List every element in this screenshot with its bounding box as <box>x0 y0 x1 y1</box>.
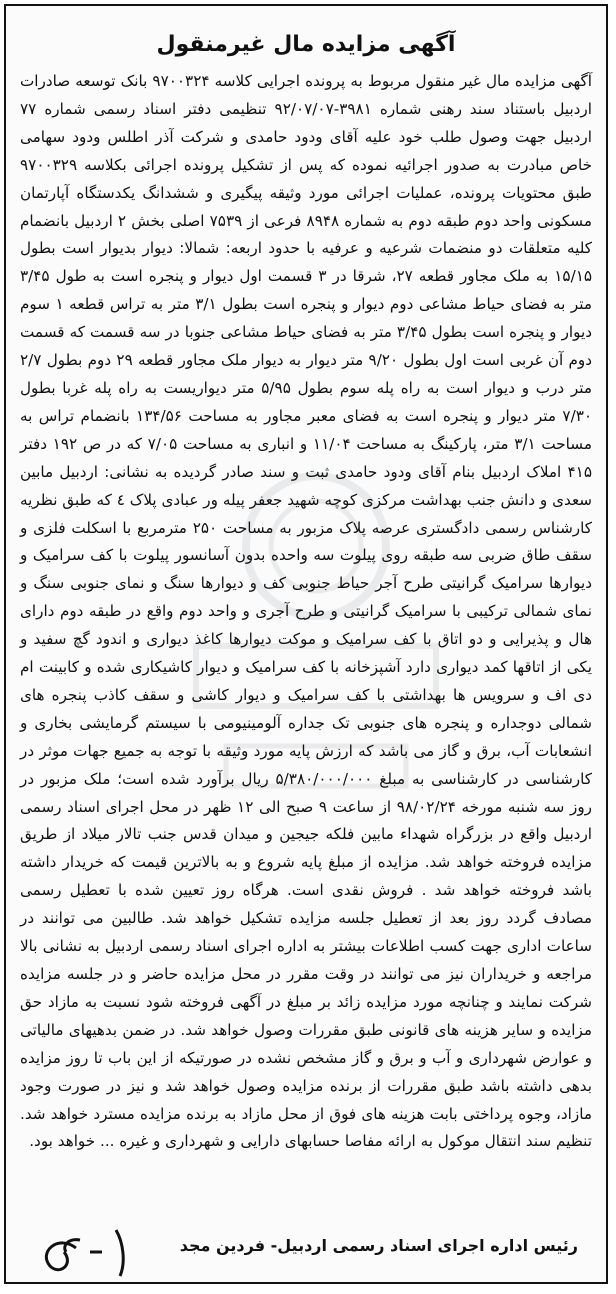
handwritten-mark <box>28 1222 138 1282</box>
notice-body <box>20 68 592 1156</box>
notice-paragraph: آگهی مزایده مال غیر منقول مربوط به پرونده اجرایی کلاسه ۹۷۰۰۳۲۴ بانک توسعه صادرات اردبیل باستناد سند رهنی شماره ۳۹۸۱-۹۲/۰۷/۰۷ تنظیمی دفتر اسناد رسمی شماره ۷۷ اردبیل جهت وصول طلب خود علیه آقای ودود حامدی و شرکت آذر اطلس ودود سهامی خاص مبادرت به صدور اجرائیه نموده که پس از تشکیل پرونده اجرائی بکلاسه ۹۷۰۰۳۲۹ طبق محتویات پرونده، عملیات اجرائی مورد وثیقه پیگیری و ششدانگ یکدستگاه آپارتمان مسکونی واحد دوم طبقه دوم به شماره ۸۹۴۸ فرعی از ۷۵۳۹ اصلی بخش ۲ اردبیل بانضمام کلیه متعلقات دو منضمات شرعیه و عرفیه با حدود اربعه: شمالا: دیوار بدیوار است بطول ۱۵/۱۵ به ملک مجاور قطعه ۲۷، شرقا در ۳ قسمت اول دیوار و پنجره است به طول ۳/۴۵ متر به فضای حیاط مشاعی دوم دیوار و پنجره است بطول ۳/۱ متر به تراس قطعه ۱ سوم دیوار و پنجره است بطول ۳/۴۵ متر به فضای حیاط مشاعی جنوبا در سه قسمت که قسمت دوم آن غربی است اول بطول ۹/۲۰ متر دیوار به دیوار ملک مجاور قطعه ۲۹ دوم بطول ۲/۷ متر درب و دیوار است به راه پله سوم بطول ۵/۹۵ متر دیواریست به راه پله غربا بطول ۷/۳۰ متر دیوار و پنجره است به فضای معبر مجاور به مساحت ۱۳۴/۵۶ بانضمام تراس به مساحت ۳/۱ متر، پارکینگ به مساحت ۱۱/۰۴ و انباری به مساحت ۷/۰۵ که در ص ۱۹۲ دفتر ۴۱۵ املاک اردبیل بنام آقای ودود حامدی ثبت و سند صادر گردیده به نشانی: اردبیل مابین سعدی و دانش جنب بهداشت مرکزی کوچه شهید جعفر پیله ور عبادی پلاک ٤ که طبق نظریه کارشناس رسمی دادگستری عرصه پلاک مزبور به مساحت ۲۵۰ مترمربع با اسکلت فلزی و سقف طاق ضربی سه طبقه روی پیلوت سه واحده بدون آسانسور پیلوت با کف سرامیک و دیوارها سرامیک گرانیتی طرح آجر حیاط جنوبی کف و دیوارها سنگ و نمای جنوبی سنگ و نمای شمالی ترکیبی با سرامیک گرانیتی و طرح آجری و واحد دوم واقع در طبقه دوم دارای هال و پذیرایی و دو اتاق با کف سرامیک و موکت دیوارها کاغذ دیواری و اندود گچ سفید و یکی از اتاقها کمد دیواری دارد آشپزخانه با کف سرامیک و دیوار کاشیکاری شده و کابینت ام دی اف و سرویس ها بهداشتی با کف سرامیک و دیوار کاشی و سقف کاذب پنجره های شمالی دوجداره و پنجره های جنوبی تک جداره آلومینیومی با سیستم گرمایشی بخاری و انشعابات آب، برق و گاز می باشد که ارزش پایه مورد وثیقه با توجه به جمیع جهات موثر در کارشناسی در کارشناسی به مبلغ ۵/۳۸۰/۰۰۰/۰۰۰ ریال برآورد شده است؛ ملک مزبور در روز سه شنبه مورخه ۹۸/۰۲/۲۴ از ساعت ۹ صبح الی ۱۲ ظهر در محل اجرای اسناد رسمی اردبیل واقع در بزرگراه شهداء مابین فلکه جیجین و میدان قدس جنب تالار میلاد از طریق مزایده فروخته خواهد شد. مزایده از مبلغ پایه شروع و به بالاترین قیمت که خریدار داشته باشد فروخته خواهد شد . فروش نقدی است. هرگاه روز تعیین شده با تعطیل رسمی مصادف گردد روز بعد از تعطیل جلسه مزایده تشکیل خواهد شد. طالبین می توانند در ساعات اداری جهت کسب اطلاعات بیشتر به اداره اجرای اسناد رسمی اردبیل به نشانی بالا مراجعه و خریداران نیز می توانند در وقت مقرر در محل مزایده حاضر و در جلسه مزایده شرکت نمایند و چنانچه مورد مزایده زائد بر مبلغ در آگهی فروخته شود نسبت به مازاد حق مزایده و سایر هزینه های قانونی طبق مقررات وصول خواهد شد. در ضمن بدهیهای مالیاتی و عوارض شهرداری و آب و برق و گاز مشخص نشده در صورتیکه از این باب تا روز مزایده بدهی داشته باشد طبق مقررات از برنده مزایده وصول خواهد شد و نیز در صورت وجود مازاد، وجوه پرداختی بابت هزینه های فوق از محل مازاد به برنده مزایده مسترد خواهد شد. تنظیم سند انتقال موکول به ارائه مفاصا حسابهای دارایی و شهرداری و غیره ... خواهد بود. <box>20 72 593 1151</box>
auction-notice <box>4 4 608 1284</box>
signature-line: رئیس اداره اجرای اسناد رسمی اردبیل- فردین مجد <box>179 1236 578 1255</box>
notice-title: آگهی مزایده مال غیرمنقول <box>156 32 456 57</box>
